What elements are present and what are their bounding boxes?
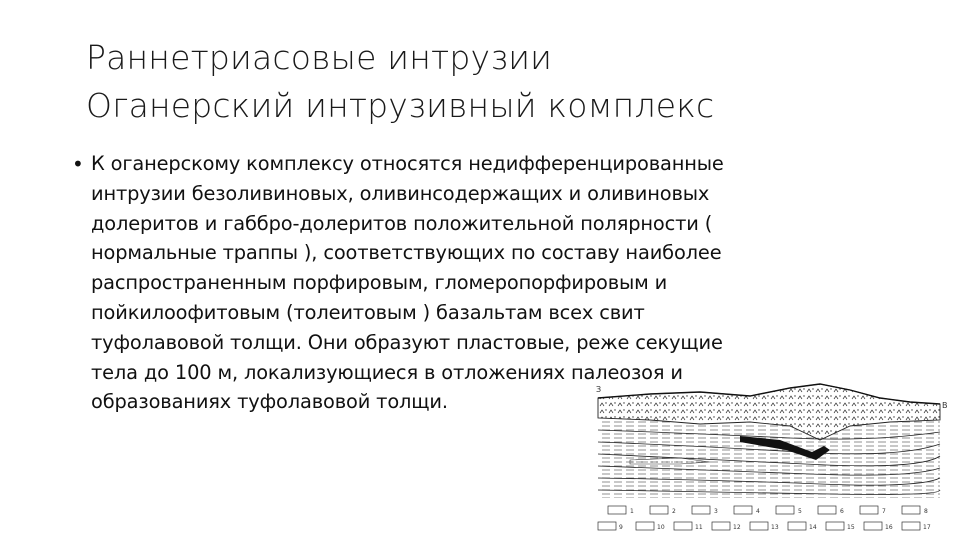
legend-number: 17 [923,524,931,531]
legend-number: 11 [695,524,703,531]
bullet-line: тела до 100 м, локализующиеся в отложениях палеозоя и [91,360,683,384]
legend-number: 3 [714,508,718,515]
bullet-line: туфолавовой толщи. Они образуют пластовые, реже секущие [91,330,723,354]
bullet-line: пойкилоофитовым (толеитовым ) базальтам всех свит [91,300,645,324]
legend-number: 14 [809,524,817,531]
legend-number: 16 [885,524,893,531]
legend-number: 6 [840,508,844,515]
legend-number: 4 [756,508,760,515]
legend-number: 1 [630,508,634,515]
title-line-2: Оганерский интрузивный комплекс [86,86,715,125]
paleozoic-strata [598,418,940,498]
legend-number: 12 [733,524,741,531]
title-line-1: Раннетриасовые интрузии [86,38,553,77]
bullet-marker: • [72,152,84,176]
bullet-line: К оганерскому комплексу относятся недифференцированные [91,152,724,175]
legend-number: 7 [882,508,886,515]
legend-number: 15 [847,524,855,531]
bullet-line: интрузии безоливиновых, оливинсодержащих и оливиновых [91,181,710,205]
geological-section-figure [590,380,950,540]
legend-number: 2 [672,508,676,515]
section-label-west: З [596,385,602,394]
legend-number: 8 [924,508,928,515]
bullet-line: распространенным порфировым, гломеропорфировым и [91,271,668,295]
legend [598,506,931,531]
slide-title [86,34,906,130]
bullet-line: образованиях туфолавовой толщи. [91,390,448,414]
bullet-line: долеритов и габбро-долеритов положительной полярности ( [91,211,713,235]
legend-number: 10 [657,524,665,531]
bullet-text [91,149,724,417]
legend-number: 5 [798,508,802,515]
section-label-east: В [942,401,948,410]
legend-number: 13 [771,524,779,531]
legend-number: 9 [619,524,623,531]
bullet-line: нормальные траппы ), соответствующих по составу наиболее [91,241,722,265]
geological-section-drawing [590,380,950,540]
